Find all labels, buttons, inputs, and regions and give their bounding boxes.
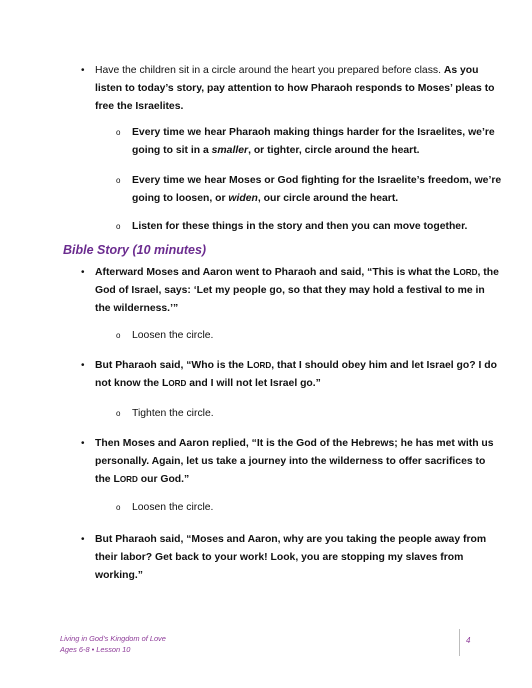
story-2-line-1: But Pharaoh said, “Who is the LORD, that I should obey him and let Israel go? I do [95, 360, 497, 371]
story-3-line-1: Then Moses and Aaron replied, “It is the God of the Hebrews; he has met with us [95, 438, 494, 449]
sub-bullet-icon: o [116, 503, 121, 512]
sub-bullet-icon: o [116, 222, 121, 231]
footer-lesson: Ages 6-8 • Lesson 10 [60, 645, 131, 654]
footer-series: Living in God’s Kingdom of Love [60, 634, 166, 643]
action-2: Tighten the circle. [132, 408, 214, 419]
story-1-line-3: the wilderness.’” [95, 303, 179, 314]
story-3-line-3: the LORD our God.” [95, 474, 190, 485]
intro-line-1: Have the children sit in a circle around the heart you prepared before class. As you [95, 65, 479, 76]
page-number: 4 [466, 636, 471, 645]
sub-bullet-icon: o [116, 409, 121, 418]
bullet-icon: • [81, 534, 85, 545]
sub-item-2-line-1: Every time we hear Moses or God fighting for the Israelite’s freedom, we’re [132, 175, 502, 186]
footer-divider [459, 629, 460, 656]
bullet-icon: • [81, 438, 85, 449]
intro-line-2: listen to today’s story, pay attention to how Pharaoh responds to Moses’ pleas to [95, 83, 495, 94]
story-4-line-2: their labor? Get back to your work! Look, you are stopping my slaves from [95, 552, 464, 563]
story-4-line-3: working.” [95, 570, 143, 581]
bullet-icon: • [81, 267, 85, 278]
story-4-line-1: But Pharaoh said, “Moses and Aaron, why are you taking the people away from [95, 534, 487, 545]
bullet-icon: • [81, 360, 85, 371]
intro-line-3: free the Israelites. [95, 101, 184, 112]
story-1-line-1: Afterward Moses and Aaron went to Pharaoh and said, “This is what the LORD, the [95, 267, 499, 278]
footer-title [60, 633, 166, 655]
sub-item-1-line-1: Every time we hear Pharaoh making things harder for the Israelites, we’re [132, 127, 495, 138]
bullet-icon: • [81, 65, 85, 76]
action-1: Loosen the circle. [132, 330, 214, 341]
sub-item-1-line-2: going to sit in a smaller, or tighter, circle around the heart. [132, 145, 420, 156]
sub-bullet-icon: o [116, 128, 121, 137]
action-3: Loosen the circle. [132, 502, 214, 513]
sub-bullet-icon: o [116, 176, 121, 185]
story-3-line-2: personally. Again, let us take a journey into the wilderness to offer sacrifices to [95, 456, 486, 467]
sub-item-3: Listen for these things in the story and then you can move together. [132, 221, 468, 232]
sub-item-2-line-2: going to loosen, or widen, our circle around the heart. [132, 193, 399, 204]
story-2-line-2: not know the LORD and I will not let Israel go.” [95, 378, 321, 389]
story-1-line-2: God of Israel, says: ‘Let my people go, so that they may hold a festival to me in [95, 285, 485, 296]
section-heading: Bible Story (10 minutes) [63, 243, 207, 257]
sub-bullet-icon: o [116, 331, 121, 340]
